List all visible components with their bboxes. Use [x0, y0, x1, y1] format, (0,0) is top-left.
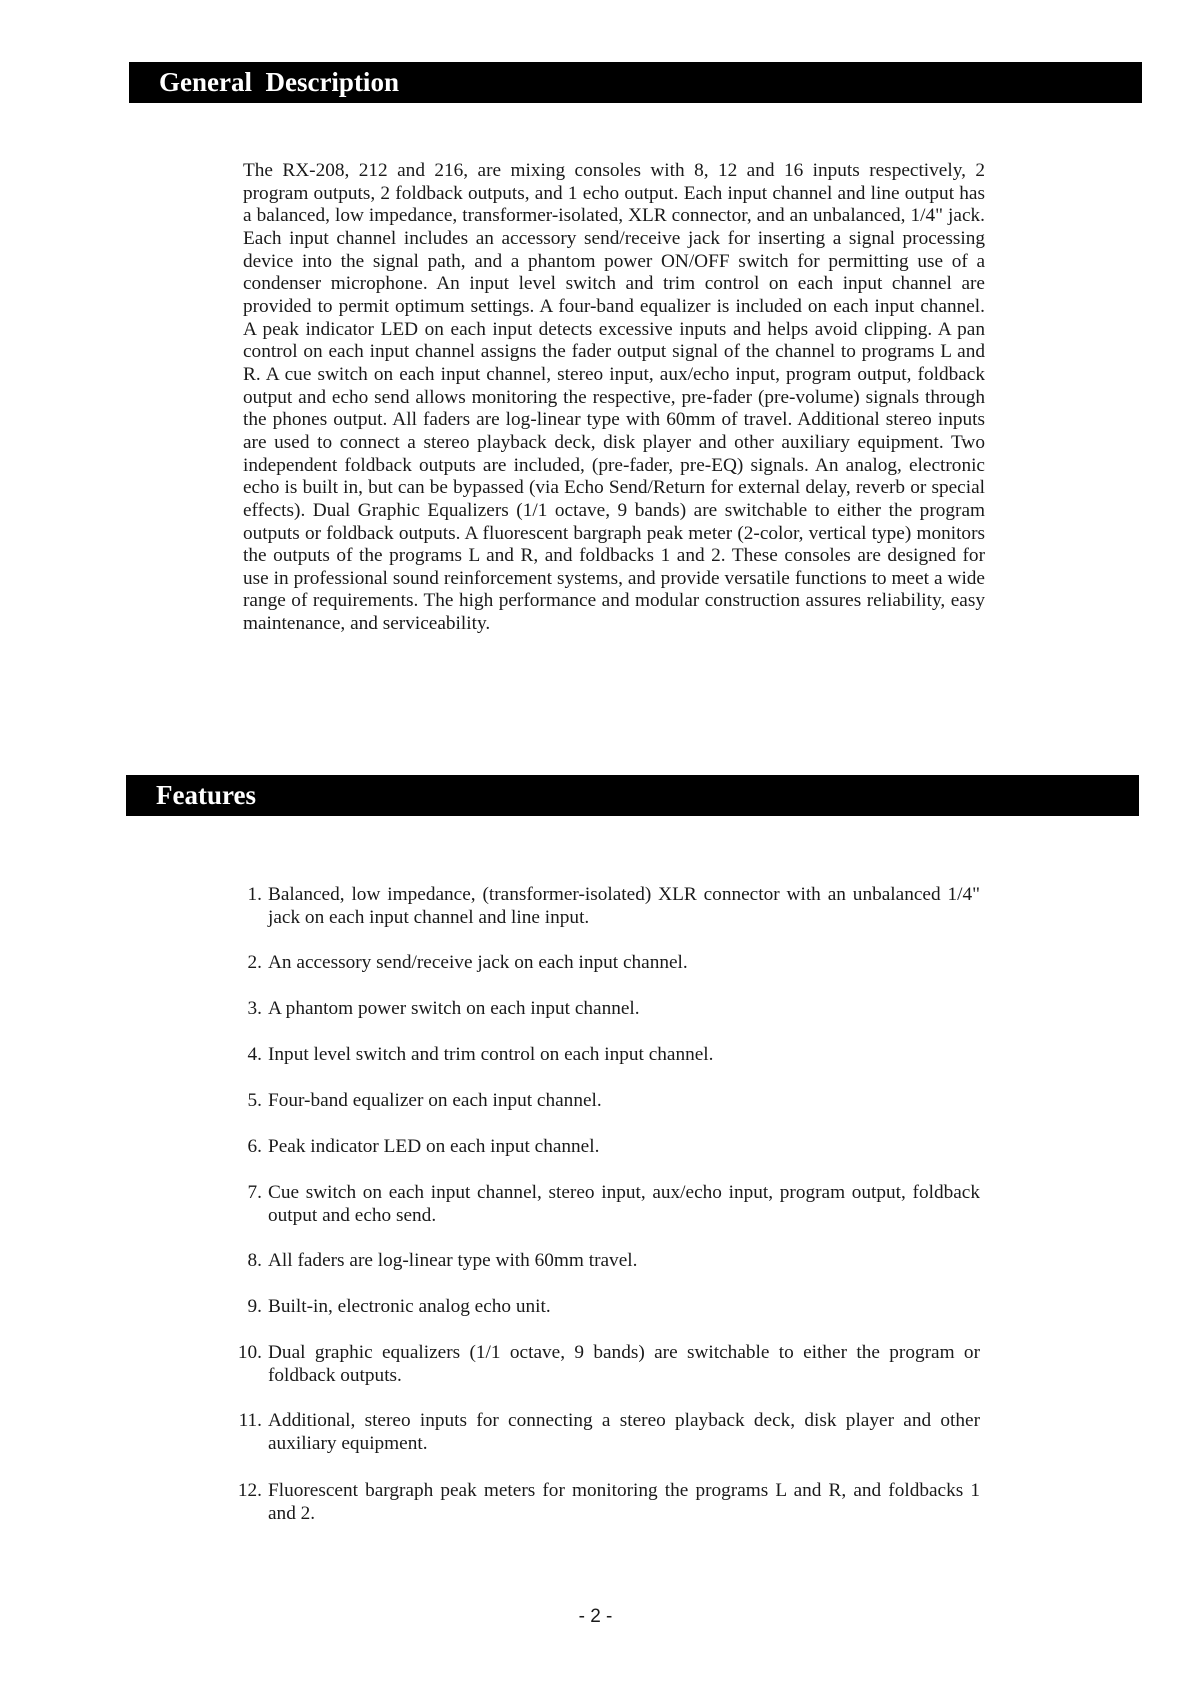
- feature-item-3: [224, 998, 980, 1021]
- features-heading: [126, 775, 1139, 816]
- feature-text: Input level switch and trim control on each input channel.: [268, 1044, 714, 1065]
- feature-item-1: [224, 884, 980, 929]
- feature-text: Built-in, electronic analog echo unit.: [268, 1296, 551, 1317]
- feature-number: 10.: [237, 1342, 262, 1363]
- feature-text: Four-band equalizer on each input channel.: [268, 1090, 602, 1111]
- feature-text: A phantom power switch on each input channel.: [268, 998, 640, 1019]
- feature-text: Cue switch on each input channel, stereo input, aux/echo input, program output, foldback output and echo send.: [268, 1182, 980, 1226]
- features-title: Features: [156, 780, 256, 810]
- feature-text: Peak indicator LED on each input channel.: [268, 1136, 600, 1157]
- feature-text: Balanced, low impedance, (transformer-isolated) XLR connector with an unbalanced 1/4" jack on each input channel and line input.: [268, 884, 980, 928]
- feature-number: 6.: [247, 1136, 262, 1157]
- feature-number: 2.: [247, 952, 262, 973]
- feature-item-10: [224, 1342, 980, 1387]
- page-number: - 2 -: [578, 1606, 613, 1627]
- feature-item-11: [224, 1410, 980, 1455]
- feature-number: 9.: [247, 1296, 262, 1317]
- feature-number: 3.: [247, 998, 262, 1019]
- feature-number: 7.: [247, 1182, 262, 1203]
- feature-item-9: [224, 1296, 980, 1319]
- feature-number: 11.: [238, 1410, 262, 1431]
- feature-item-4: [224, 1044, 980, 1067]
- general-description-body: The RX-208, 212 and 216, are mixing consoles with 8, 12 and 16 inputs respectively, 2 program outputs, 2 foldback outputs, and 1 echo output. Each input channel and line output has a balanced, low impedance, transformer-isolated, XLR connector, and an unbalanced, 1/4" jack. Each input channel includes an accessory send/receive jack for inserting a signal processing device into the signal path, and a phantom power ON/OFF switch for permitting use of a condenser microphone. An input level switch and trim control on each input channel are provided to permit optimum settings. A four-band equalizer is included on each input channel. A peak indicator LED on each input detects excessive inputs and helps avoid clipping. A pan control on each input channel assigns the fader output signal of the channel to programs L and R. A cue switch on each input channel, stereo input, aux/echo input, program output, foldback output and echo send allows monitoring the respective, pre-fader (pre-volume) signals through the phones output. All faders are log-linear type with 60mm of travel. Additional stereo inputs are used to connect a stereo playback deck, disk player and other auxiliary equipment. Two independent foldback outputs are included, (pre-fader, pre-EQ) signals. An analog, electronic echo is built in, but can be bypassed (via Echo Send/Return for external delay, reverb or special effects). Dual Graphic Equalizers (1/1 octave, 9 bands) are switchable to either the program outputs or foldback outputs. A fluorescent bargraph peak meter (2-color, vertical type) monitors the outputs of the programs L and R, and foldbacks 1 and 2. These consoles are designed for use in professional sound reinforcement systems, and provide versatile functions to meet a wide range of requirements. The high performance and modular construction assures reliability, easy maintenance, and serviceability.: [243, 160, 985, 635]
- feature-text: An accessory send/receive jack on each input channel.: [268, 952, 688, 973]
- feature-item-5: [224, 1090, 980, 1113]
- general-description-title: General Description: [159, 67, 399, 97]
- feature-item-12: [224, 1480, 980, 1525]
- feature-number: 5.: [247, 1090, 262, 1111]
- feature-text: All faders are log-linear type with 60mm travel.: [268, 1250, 638, 1271]
- feature-number: 8.: [247, 1250, 262, 1271]
- feature-text: Additional, stereo inputs for connecting a stereo playback deck, disk player and other auxiliary equipment.: [268, 1410, 980, 1454]
- feature-text: Fluorescent bargraph peak meters for monitoring the programs L and R, and foldbacks 1 and 2.: [268, 1480, 980, 1524]
- feature-text: Dual graphic equalizers (1/1 octave, 9 bands) are switchable to either the program or foldback outputs.: [268, 1342, 980, 1386]
- feature-number: 1.: [247, 884, 262, 905]
- feature-item-2: [224, 952, 980, 975]
- feature-item-7: [224, 1182, 980, 1227]
- feature-number: 4.: [247, 1044, 262, 1065]
- general-description-heading: [129, 62, 1142, 103]
- feature-number: 12.: [237, 1480, 262, 1501]
- feature-item-6: [224, 1136, 980, 1159]
- feature-item-8: [224, 1250, 980, 1273]
